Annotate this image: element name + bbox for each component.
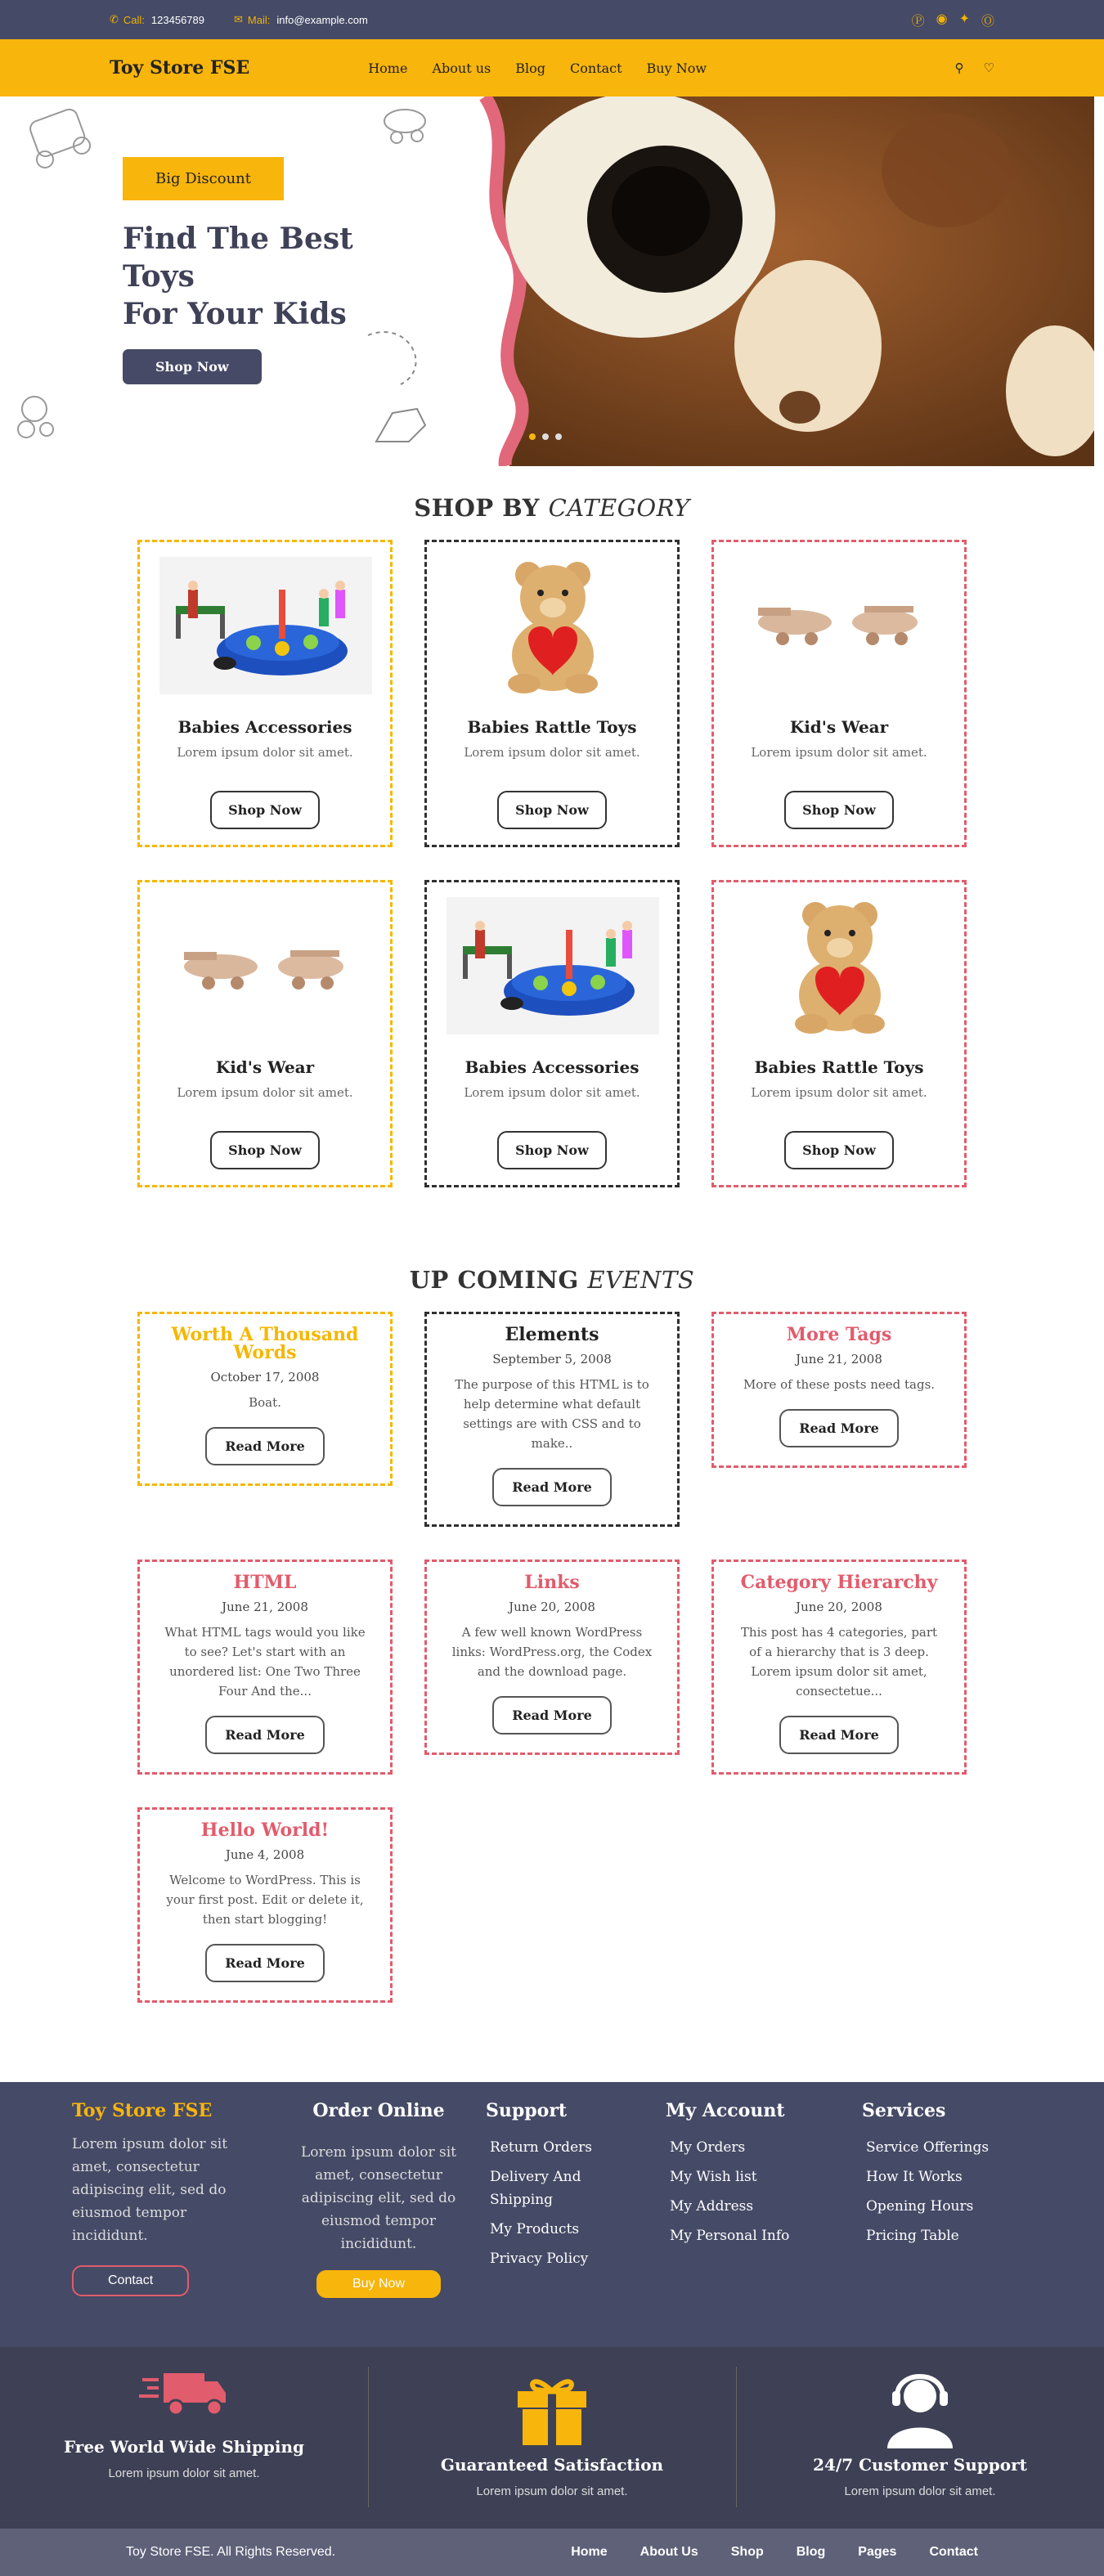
event-card [711,1560,967,1775]
category-shop-now-button[interactable]: Shop Now [497,1131,607,1169]
event-excerpt: More of these posts need tags. [743,1377,936,1392]
event-title[interactable]: Links [524,1572,580,1593]
footer-brand-text: Lorem ipsum dolor sit amet, consectetur adipiscing elit, sed do eiusmod tempor incididunt. [72,2136,228,2244]
event-read-more-button[interactable]: Read More [779,1409,899,1447]
event-card [424,1312,680,1527]
category-name: Babies Accessories [177,717,352,737]
footer-link[interactable]: My Personal Info [670,2228,790,2244]
wooden-planes-image [734,557,946,694]
feature-text: Lorem ipsum dolor sit amet. [108,2466,260,2480]
search-icon[interactable]: ⚲ [954,61,964,75]
copyright-text: Toy Store FSE. All Rights Reserved. [126,2545,336,2559]
event-read-more-button[interactable]: Read More [205,1944,325,1982]
event-date: June 21, 2008 [222,1600,308,1614]
category-desc: Lorem ipsum dolor sit amet. [751,745,927,760]
event-excerpt: What HTML tags would you like to see? Let's start with an unordered list: One Two Three Four And the... [164,1625,366,1699]
top-bar [0,0,1104,39]
call-info [110,13,204,26]
feature-satisfaction [368,2347,736,2529]
event-read-more-button[interactable]: Read More [492,1696,612,1735]
hero-banner [0,96,1104,466]
gift-icon [511,2367,593,2448]
phone-icon: ✆ [110,13,119,25]
hero-title [123,220,417,333]
nav-blog[interactable]: Blog [515,60,545,76]
event-date: September 5, 2008 [492,1352,612,1367]
nav-about-us[interactable]: About us [432,60,491,76]
category-desc: Lorem ipsum dolor sit amet. [177,745,353,760]
footer-brand-column [72,2100,289,2298]
footer-order-title: Order Online [312,2100,445,2121]
footer-order-column [289,2100,468,2298]
feature-text: Lorem ipsum dolor sit amet. [476,2484,628,2498]
event-card [137,1560,393,1775]
hero-text [123,157,417,384]
category-title-em: CATEGORY [548,494,690,522]
copyright-link-about[interactable]: About Us [640,2545,698,2559]
footer-link[interactable]: How It Works [866,2169,963,2185]
carousel-dot[interactable] [555,433,562,440]
category-desc: Lorem ipsum dolor sit amet. [177,1085,353,1100]
toy-car-doodle-icon [16,98,106,180]
footer-link[interactable]: Privacy Policy [490,2251,589,2267]
footer-link[interactable]: Return Orders [490,2139,592,2156]
feature-shipping [0,2347,368,2529]
playground-toy-image [159,557,372,694]
footer-link[interactable]: My Wish list [670,2169,757,2185]
site-footer [0,2082,1104,2347]
category-shop-now-button[interactable]: Shop Now [210,791,320,829]
category-shop-now-button[interactable]: Shop Now [497,791,607,829]
category-card [711,540,967,847]
events-grid [137,1312,967,2003]
event-title[interactable]: HTML [233,1572,297,1593]
big-discount-badge: Big Discount [123,157,284,200]
feature-title: 24/7 Customer Support [813,2455,1027,2475]
category-name: Kid's Wear [789,717,889,737]
category-card [137,540,393,847]
event-read-more-button[interactable]: Read More [205,1716,325,1754]
event-card [137,1312,393,1486]
event-read-more-button[interactable]: Read More [205,1427,325,1465]
nav-contact[interactable]: Contact [569,60,622,76]
copyright-bar [0,2529,1104,2576]
events-section-title [0,1266,1104,1294]
copyright-link-contact[interactable]: Contact [929,2545,978,2559]
main-menu [368,61,707,76]
carousel-dot[interactable] [529,433,536,440]
twitter-icon[interactable]: ✦ [958,11,970,26]
copyright-links [571,2545,978,2560]
category-desc: Lorem ipsum dolor sit amet. [751,1085,927,1100]
hero-title-line3: For Your Kids [123,297,347,331]
features-bar [0,2347,1104,2529]
category-name: Babies Rattle Toys [754,1057,924,1077]
event-excerpt: Welcome to WordPress. This is your first post. Edit or delete it, then start blogging! [166,1873,364,1927]
event-card [424,1560,680,1755]
nav-home[interactable]: Home [368,60,408,76]
hero-title-line2: Toys [123,259,195,294]
category-shop-now-button[interactable]: Shop Now [210,1131,320,1169]
footer-brand: Toy Store FSE [72,2100,213,2121]
teddy-bear-hero-image [448,96,1094,466]
footer-account-title: My Account [666,2100,785,2121]
event-date: June 21, 2008 [796,1352,882,1367]
footer-order-text: Lorem ipsum dolor sit amet, consectetur adipiscing elit, sed do eiusmod tempor incididunt. [300,2144,457,2252]
event-read-more-button[interactable]: Read More [779,1716,899,1754]
toy-animal-doodle-icon [10,384,67,450]
category-section-title [0,494,1104,522]
call-label: Call: [123,13,145,26]
events-title-main: UP COMING [409,1266,579,1294]
event-date: June 20, 2008 [509,1600,595,1614]
footer-contact-button[interactable]: Contact [72,2265,189,2296]
category-desc: Lorem ipsum dolor sit amet. [464,1085,640,1100]
truck-icon [139,2367,229,2424]
footer-services-title: Services [862,2100,946,2121]
copyright-link-home[interactable]: Home [571,2545,608,2559]
event-excerpt: Boat. [249,1395,281,1410]
event-card [711,1312,967,1468]
footer-account-column [666,2100,862,2298]
category-name: Babies Rattle Toys [467,717,637,737]
event-excerpt: This post has 4 categories, part of a hierarchy that is 3 deep. Lorem ipsum dolor sit amet, consectetue... [740,1625,938,1699]
teddy-bear-image [734,897,946,1034]
instagram-icon[interactable]: ◉ [936,11,948,26]
category-name: Babies Accessories [464,1057,640,1077]
teddy-bear-image [447,557,659,694]
category-shop-now-button[interactable]: Shop Now [784,791,894,829]
mail-label: Mail: [247,13,271,26]
category-grid [137,540,967,1187]
mail-info [234,13,368,26]
event-title[interactable]: Category Hierarchy [740,1572,938,1593]
footer-link[interactable]: Opening Hours [866,2198,974,2215]
hero-title-line1: Find The Best [123,222,353,256]
event-date: October 17, 2008 [210,1370,320,1384]
upcoming-events-section [0,1266,1104,2003]
carousel-dots [529,433,562,440]
event-title[interactable]: Elements [505,1324,599,1345]
category-desc: Lorem ipsum dolor sit amet. [464,745,640,760]
event-card [137,1807,393,2003]
feature-text: Lorem ipsum dolor sit amet. [844,2484,996,2498]
mail-icon: ✉ [234,13,243,25]
event-excerpt: The purpose of this HTML is to help determine what default settings are with CSS and to make.. [455,1377,649,1451]
footer-support-title: Support [486,2100,568,2121]
category-name: Kid's Wear [215,1057,315,1077]
event-read-more-button[interactable]: Read More [492,1468,612,1506]
footer-link[interactable]: My Products [490,2221,580,2237]
footer-link[interactable]: Pricing Table [866,2228,959,2244]
copyright-link-blog[interactable]: Blog [796,2545,826,2559]
headset-support-icon [879,2367,961,2448]
toy-plane-doodle-icon [372,96,438,154]
mail-value[interactable]: info@example.com [276,13,368,26]
footer-link[interactable]: Delivery And Shipping [490,2169,581,2208]
social-links [912,11,994,29]
feature-title: Guaranteed Satisfaction [440,2455,664,2475]
wooden-planes-image [159,897,372,1034]
footer-support-column [468,2100,666,2298]
playground-toy-image [447,897,659,1034]
copyright-link-pages[interactable]: Pages [858,2545,897,2559]
event-title[interactable]: More Tags [786,1324,892,1345]
shop-by-category-section [0,494,1104,1187]
category-card [137,880,393,1187]
feature-title: Free World Wide Shipping [63,2437,305,2457]
category-card [424,540,680,847]
event-title[interactable]: Worth A Thousand Words [171,1324,359,1363]
feature-support [736,2347,1104,2529]
copyright-link-shop[interactable]: Shop [730,2545,764,2559]
footer-link[interactable]: My Orders [670,2139,746,2156]
category-card [424,880,680,1187]
category-shop-now-button[interactable]: Shop Now [784,1131,894,1169]
event-date: June 20, 2008 [796,1600,882,1614]
site-brand[interactable]: Toy Store FSE [110,57,250,79]
heart-icon[interactable]: ♡ [983,61,994,75]
category-card [711,880,967,1187]
event-date: June 4, 2008 [225,1847,305,1862]
nav-buy-now[interactable]: Buy Now [646,60,707,76]
facebook-icon[interactable]: Ⓟ [911,14,925,29]
pinterest-icon[interactable]: Ⓞ [981,14,994,29]
footer-link[interactable]: Service Offerings [866,2139,990,2156]
main-navbar [0,39,1104,96]
event-excerpt: A few well known WordPress links: WordPress.org, the Codex and the download page. [451,1625,653,1679]
footer-services-column [862,2100,989,2298]
events-title-em: EVENTS [587,1266,695,1294]
hero-shop-now-button[interactable]: Shop Now [123,349,262,384]
carousel-dot[interactable] [542,433,549,440]
category-title-main: SHOP BY [414,494,540,522]
nav-icons [955,61,994,75]
footer-link[interactable]: My Address [670,2198,754,2215]
call-value[interactable]: 123456789 [150,13,204,26]
event-title[interactable]: Hello World! [200,1820,330,1841]
footer-buy-now-button[interactable]: Buy Now [316,2270,441,2298]
